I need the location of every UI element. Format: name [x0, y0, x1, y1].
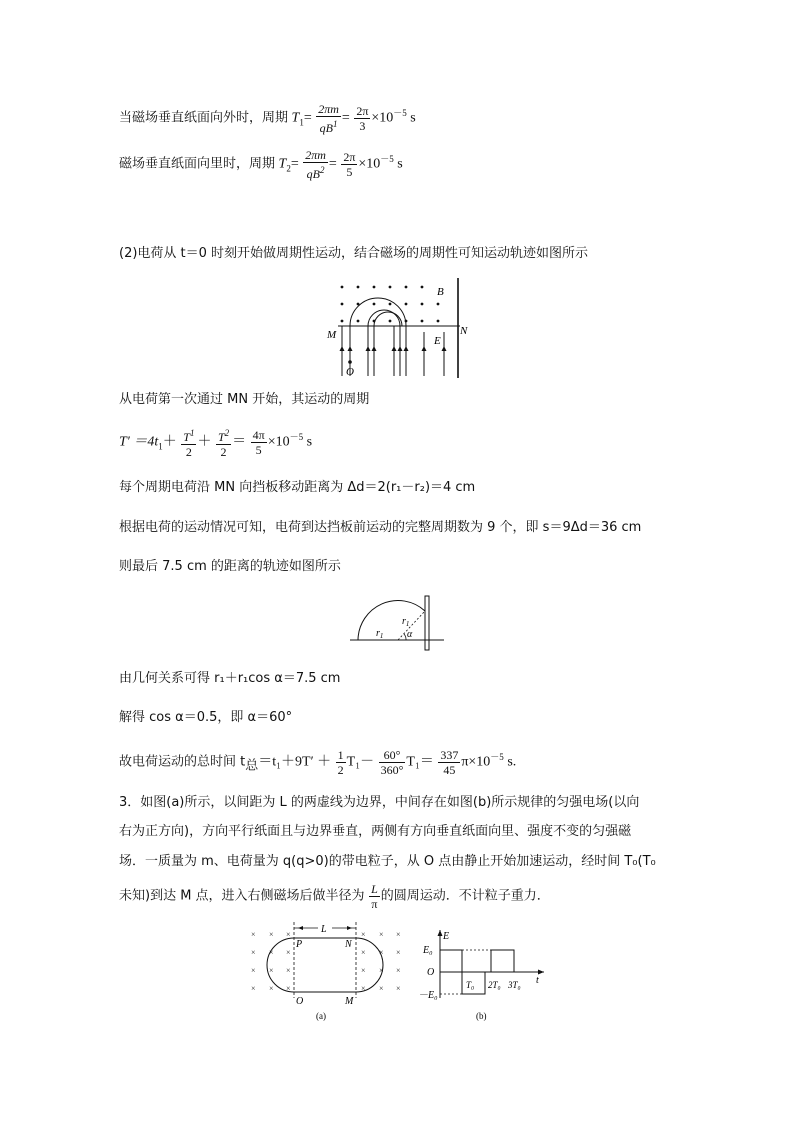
time-mid: ＝t₁＋9T′ ＋ [258, 754, 332, 770]
svg-text:×: × [269, 930, 274, 939]
svg-text:×: × [361, 948, 366, 957]
time-fraction1 [336, 748, 346, 777]
period1-num2: 2π [356, 104, 369, 118]
period-total-unit: s [303, 434, 313, 450]
E-axis-arrow [438, 930, 443, 936]
period2-fraction1 [303, 148, 328, 181]
period1-T: T [291, 110, 300, 126]
time-f2-num: 60° [379, 748, 406, 763]
period2-fraction2 [341, 150, 357, 179]
figure-b [418, 928, 548, 1022]
baffle-rect [425, 596, 429, 650]
period-total-eq: ＝ [232, 434, 247, 450]
time-tail: π×10 [461, 754, 491, 770]
label-E-axis: E [443, 931, 450, 942]
period-total-fraction1 [181, 426, 196, 459]
period-total-f3-den: 5 [255, 443, 262, 457]
period-total-line [119, 426, 312, 459]
period2-den2: 5 [346, 165, 353, 179]
period1-label: 当磁场垂直纸面向外时，周期 [119, 110, 289, 126]
count-line: 根据电荷的运动情况可知，电荷到达挡板前运动的完整周期数为 9 个，即 s＝9Δd＝36 cm [119, 520, 642, 535]
period2-den-text: qB [306, 167, 320, 181]
svg-text:×: × [379, 984, 384, 993]
pulse-3 [491, 950, 514, 972]
right-crosses [361, 930, 401, 993]
svg-text:×: × [286, 930, 291, 939]
label-O: O [346, 366, 354, 378]
label-O-a: O [296, 996, 304, 1007]
figure-a [248, 920, 410, 1022]
svg-text:×: × [361, 984, 366, 993]
pulse-1 [440, 950, 462, 972]
period1-tail: ×10 [371, 110, 394, 126]
period-total-tail: ×10 [267, 434, 290, 450]
time-f1-den: 2 [337, 762, 344, 777]
field-arrows [340, 346, 447, 351]
period-total-f1-num-sup: 1 [189, 428, 195, 438]
caption-a: (a) [316, 1011, 326, 1021]
label-negE0: －E₀ [418, 990, 438, 1001]
svg-text:×: × [251, 930, 256, 939]
svg-text:×: × [251, 948, 256, 957]
q3-line2: 右为正方向)，方向平行纸面且与边界垂直，两侧有方向垂直纸面向里、强度不变的匀强磁 [119, 824, 632, 839]
period1-line [119, 102, 416, 135]
period2-line [119, 148, 403, 181]
period-total-f2-den: 2 [220, 445, 227, 459]
period1-eq2: = [341, 110, 350, 126]
period1-den-sup: 1 [332, 119, 338, 129]
q3-line4-pre: 未知)到达 M 点，进入右侧磁场后做半径为 [119, 888, 365, 904]
svg-text:×: × [396, 948, 401, 957]
period2-den-sup: 2 [319, 165, 325, 175]
time-unit: s. [503, 754, 517, 770]
period-intro-line: 从电荷第一次通过 MN 开始，其运动的周期 [119, 392, 370, 407]
label-O-b: O [427, 967, 435, 978]
time-exp: －5 [490, 752, 504, 762]
period2-tail: ×10 [358, 156, 381, 172]
svg-text:×: × [396, 966, 401, 975]
period-total-f1-num [181, 426, 196, 445]
svg-text:×: × [396, 984, 401, 993]
time-f1-num: 1 [337, 747, 344, 762]
period2-den [303, 163, 328, 181]
final-arc-figure [350, 594, 446, 652]
period-total-f2-num-text: T [217, 430, 225, 444]
move-line: 每个周期电荷沿 MN 向挡板移动距离为 Δd＝2(r₁－r₂)＝4 cm [119, 480, 476, 495]
time-fraction3 [438, 748, 460, 777]
period-total-f3-num: 4π [252, 428, 265, 442]
label-L: L [321, 924, 327, 935]
label-3T0: 3T₀ [508, 980, 521, 990]
label-r1-left-r: r [376, 628, 380, 639]
period1-exp: －5 [393, 108, 407, 119]
svg-text:×: × [269, 948, 274, 957]
period1-num: 2πm [318, 102, 339, 116]
label-N: N [460, 325, 468, 337]
period-total-fraction3 [251, 428, 267, 457]
svg-text:×: × [379, 966, 384, 975]
svg-text:×: × [361, 930, 366, 939]
label-r1-right-r: r [402, 616, 406, 627]
label-E: E [434, 335, 441, 347]
field-dots [341, 286, 440, 323]
label-alpha: α [407, 629, 413, 640]
q3-radius-fraction [369, 882, 380, 911]
t-axis-arrow [538, 970, 544, 975]
time-f3-den: 45 [443, 762, 456, 777]
final-arc [358, 601, 425, 640]
label-r1-right [402, 616, 409, 628]
label-r1-right-sub: 1 [405, 620, 410, 628]
svg-text:×: × [269, 984, 274, 993]
period-total-plus1: ＋ [162, 434, 177, 450]
period-total-f1-den: 2 [185, 445, 192, 459]
period2-T: T [278, 156, 287, 172]
q3-line1: 3．如图(a)所示，以间距为 L 的两虚线为边界，中间存在如图(b)所示规律的匀强电场(以向 [119, 795, 640, 810]
q3-line4 [119, 882, 550, 911]
time-f2-den: 360° [380, 762, 404, 777]
svg-text:×: × [269, 966, 274, 975]
label-E0: E₀ [423, 945, 433, 956]
solve-line: 解得 cos α＝0.5，即 α＝60° [119, 710, 293, 725]
label-P: P [296, 939, 303, 950]
label-T0: T₀ [466, 980, 475, 990]
q3-line4-post: 的圆周运动．不计粒子重力． [380, 888, 550, 904]
label-r1-left [376, 628, 383, 640]
time-sub: 总 [245, 758, 259, 774]
period2-eq2: = [328, 156, 337, 172]
period1-den2: 3 [359, 119, 366, 133]
svg-text:×: × [396, 930, 401, 939]
time-fraction2 [379, 748, 406, 777]
last-line: 则最后 7.5 cm 的距离的轨迹如图所示 [119, 559, 341, 574]
period1-fraction2 [354, 104, 370, 133]
trajectory-figure [324, 276, 469, 380]
period-total-fraction2 [216, 426, 231, 459]
svg-text:×: × [361, 966, 366, 975]
period1-T-sub: 1 [299, 117, 304, 128]
period2-T-sub: 2 [286, 163, 291, 174]
period1-den [316, 117, 341, 135]
svg-text:×: × [286, 966, 291, 975]
period-total-f1-num-text: T [183, 430, 190, 444]
q3-radius-den: π [371, 897, 378, 911]
period-total-lhs: T′ ＝4t [119, 434, 159, 450]
period2-num2: 2π [343, 150, 356, 164]
alpha-arc [404, 634, 406, 640]
label-t: t [536, 975, 539, 986]
svg-text:×: × [379, 948, 384, 957]
period2-num: 2πm [305, 148, 326, 162]
period2-unit: s [393, 156, 403, 172]
q3-line3: 场．一质量为 m、电荷量为 q(q>0)的带电粒子，从 O 点由静止开始加速运动，经时间 T₀(T₀ [119, 854, 656, 869]
origin-dot [348, 360, 352, 364]
label-2T0: 2T₀ [488, 980, 501, 990]
period1-eq: = [303, 110, 312, 126]
svg-text:×: × [286, 984, 291, 993]
period-total-plus2: ＋ [197, 434, 212, 450]
period2-exp: －5 [380, 154, 394, 165]
svg-text:×: × [286, 948, 291, 957]
period1-den-text: qB [319, 121, 333, 135]
label-M: M [327, 329, 337, 341]
svg-text:×: × [251, 966, 256, 975]
time-mid3: T₁＝ [406, 754, 434, 770]
time-line [119, 747, 516, 777]
caption-b: (b) [476, 1011, 487, 1021]
time-prefix: 故电荷运动的总时间 t [119, 754, 246, 770]
part2-line: (2)电荷从 t＝0 时刻开始做周期性运动，结合磁场的周期性可知运动轨迹如图所示 [119, 246, 589, 261]
label-N-a: N [345, 939, 352, 950]
period-total-exp: －5 [289, 432, 304, 443]
period-total-f2-num-sup: 2 [224, 428, 230, 438]
geom-line: 由几何关系可得 r₁＋r₁cos α＝7.5 cm [119, 671, 341, 686]
period1-fraction1 [316, 102, 341, 135]
time-mid2: T₁－ [346, 754, 375, 770]
period-total-lhs-sub: 1 [158, 441, 163, 452]
period2-eq: = [290, 156, 299, 172]
q3-radius-num: L [371, 882, 378, 896]
period1-unit: s [406, 110, 416, 126]
period-total-f2-num [216, 426, 231, 445]
svg-text:×: × [379, 930, 384, 939]
time-f3-num: 337 [440, 747, 459, 762]
label-M-a: M [345, 996, 354, 1007]
label-B: B [437, 286, 444, 298]
small-arc [374, 312, 402, 326]
period2-label: 磁场垂直纸面向里时，周期 [119, 156, 276, 172]
label-r1-left-sub: 1 [379, 632, 384, 640]
svg-text:×: × [251, 984, 256, 993]
